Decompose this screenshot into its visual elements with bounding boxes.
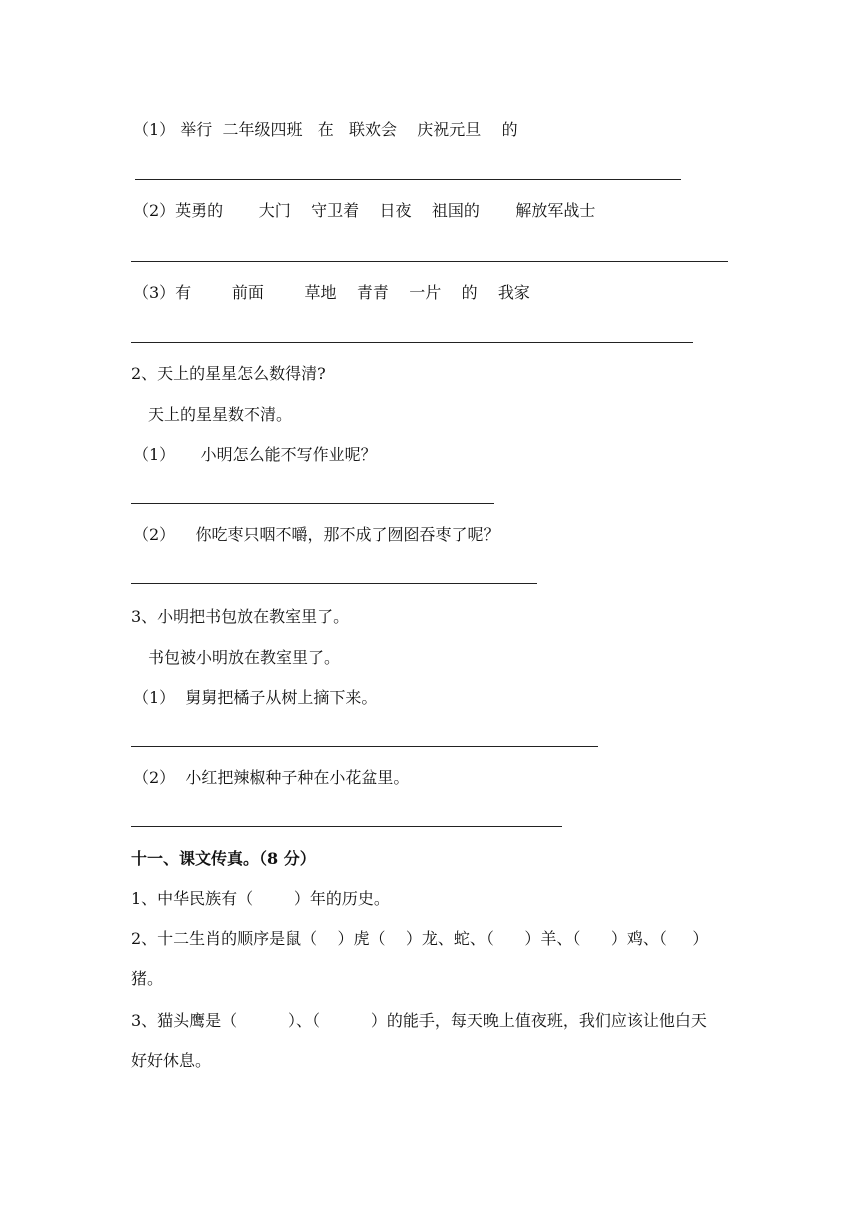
q2-part2-answer-line[interactable] bbox=[131, 583, 537, 584]
q2-part1-answer-line[interactable] bbox=[131, 503, 494, 504]
s11-q1: 1、中华民族有（ ）年的历史。 bbox=[131, 889, 390, 908]
section-eleven-heading: 十一、课文传真。（8 分） bbox=[131, 849, 316, 868]
s11-q2-line1: 2、十二生肖的顺序是鼠（ ）虎（ ）龙、蛇、（ ）羊、（ ）鸡、（ ） bbox=[131, 929, 709, 948]
q2-part1-sentence: （1） 小明怎么能不写作业呢？ bbox=[133, 445, 377, 464]
q1-part1-answer-line[interactable] bbox=[135, 179, 681, 180]
q3-part2-sentence: （2） 小红把辣椒种子种在小花盆里。 bbox=[133, 768, 410, 787]
q1-part2-words: （2）英勇的 大门 守卫着 日夜 祖国的 解放军战士 bbox=[133, 201, 596, 220]
q3-part1-answer-line[interactable] bbox=[131, 746, 598, 747]
q3-title: 3、小明把书包放在教室里了。 bbox=[131, 607, 350, 626]
q2-title: 2、天上的星星怎么数得清? bbox=[131, 364, 326, 383]
s11-q2-line2: 猪。 bbox=[131, 969, 164, 988]
q1-part1-words: （1） 举行 二年级四班 在 联欢会 庆祝元旦 的 bbox=[133, 120, 518, 139]
q1-part2-answer-line[interactable] bbox=[131, 261, 728, 262]
q3-example: 书包被小明放在教室里了。 bbox=[148, 648, 341, 667]
q1-part3-answer-line[interactable] bbox=[131, 342, 693, 343]
s11-q3-line1: 3、猫头鹰是（ ）、（ ）的能手，每天晚上值夜班，我们应该让他白天 bbox=[131, 1011, 707, 1030]
q3-part2-answer-line[interactable] bbox=[131, 826, 562, 827]
q2-part2-sentence: （2） 你吃枣只咽不嚼，那不成了囫囵吞枣了呢？ bbox=[133, 525, 500, 544]
s11-q3-line2: 好好休息。 bbox=[131, 1051, 212, 1070]
q2-example: 天上的星星数不清。 bbox=[148, 405, 293, 424]
q3-part1-sentence: （1） 舅舅把橘子从树上摘下来。 bbox=[133, 688, 378, 707]
q1-part3-words: （3）有 前面 草地 青青 一片 的 我家 bbox=[133, 283, 530, 302]
